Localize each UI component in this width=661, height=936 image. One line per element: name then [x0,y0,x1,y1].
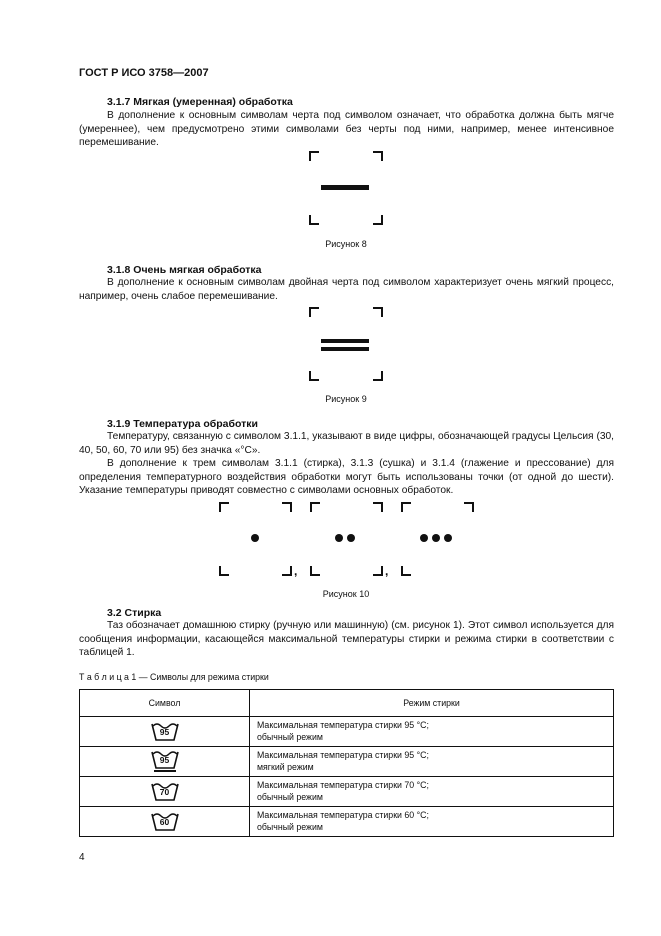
mode-line-2: мягкий режим [257,761,314,772]
frame-corner [401,566,411,576]
standard-header: ГОСТ Р ИСО 3758—2007 [79,67,209,79]
column-header-mode: Режим стирки [250,690,614,717]
frame-corner [309,151,319,161]
washtub-icon [151,811,179,831]
frame-corner [373,502,383,512]
section-3-1-7-title: 3.1.7 Мягкая (умеренная) обработка [107,96,293,108]
figure-10 [219,502,459,576]
section-3-1-9-paragraph-2: В дополнение к трем символам 3.1.1 (стирка), 3.1.3 (сушка) и 3.1.4 (глажение и прессование) для определения температурного воздействия обработки могут быть использованы точки (от одной до шести). Указание температуры приводят совместно с символами основных обработок. [79,458,614,497]
temperature-dot [420,534,428,542]
section-3-1-9-text [79,430,614,498]
frame-corner [282,502,292,512]
table-row [80,777,614,807]
section-3-1-9-paragraph-1: Температуру, связанную с символом 3.1.1, указывают в виде цифры, обозначающей градусы Цельсия (30, 40, 50, 60, 70 или 95) без значка «°С». [79,431,614,456]
frame-corner [401,502,411,512]
mode-line-2: обычный режим [257,821,323,832]
wash-temperature: 60 [159,816,170,827]
frame-corner [309,307,319,317]
column-header-symbol: Символ [80,690,250,717]
frame-corner [464,502,474,512]
wash-temperature: 70 [159,786,170,797]
symbol-cell [80,747,250,777]
table-row [80,717,614,747]
section-3-1-9-title: 3.1.9 Температура обработки [107,418,258,430]
temperature-dot [347,534,355,542]
washtub-icon [151,749,179,773]
figure-8 [309,151,383,225]
separator-comma: , [294,564,298,578]
section-3-1-7-text [79,109,614,150]
single-bar [321,185,369,190]
section-3-2-text [79,619,614,660]
table-1-caption: Т а б л и ц а 1 — Символы для режима стирки [79,672,269,682]
washtub-icon [151,781,179,801]
separator-comma: , [385,564,389,578]
frame-corner [373,371,383,381]
frame-corner [282,566,292,576]
frame-corner [309,371,319,381]
figure-8-caption: Рисунок 8 [325,239,367,249]
mode-line-1: Максимальная температура стирки 60 °С; [257,810,429,820]
frame-corner [373,307,383,317]
mode-cell [250,777,614,807]
mode-line-1: Максимальная температура стирки 70 °С; [257,780,429,790]
temperature-dot [335,534,343,542]
page-number: 4 [79,852,85,863]
mode-cell [250,717,614,747]
mode-line-1: Максимальная температура стирки 95 °С; [257,720,429,730]
double-bar-bottom [321,347,369,351]
section-3-1-7-paragraph: В дополнение к основным символам черта под символом означает, что обработка должна быть мягче (умереннее), чем предусмотрено этими символами без черты под ними, например, менее интенсивное перемешивание. [79,110,614,149]
frame-corner [310,566,320,576]
frame-corner [309,215,319,225]
table-row [80,747,614,777]
temperature-dot [432,534,440,542]
table-row [80,807,614,837]
frame-corner [373,151,383,161]
mode-cell [250,747,614,777]
section-3-2-paragraph: Таз обозначает домашнюю стирку (ручную или машинную) (см. рисунок 1). Этот символ используется для сообщения информации, касающейся максимальной температуры стирки и режима стирки в соответствии с таблицей 1. [79,620,614,659]
frame-corner [310,502,320,512]
frame-corner [219,502,229,512]
wash-temperature: 95 [159,754,170,765]
washing-symbols-table [79,689,614,837]
frame-corner [373,215,383,225]
wash-temperature: 95 [159,726,170,737]
frame-corner [373,566,383,576]
symbol-cell [80,717,250,747]
temperature-dot [444,534,452,542]
section-3-1-8-title: 3.1.8 Очень мягкая обработка [107,264,262,276]
symbol-cell [80,807,250,837]
section-3-1-8-paragraph: В дополнение к основным символам двойная черта под символом характеризует очень мягкий процесс, например, очень слабое перемешивание. [79,277,614,302]
figure-10-caption: Рисунок 10 [322,589,370,599]
mode-line-2: обычный режим [257,731,323,742]
figure-9 [309,307,383,381]
frame-corner [219,566,229,576]
washtub-icon [151,721,179,741]
mode-cell [250,807,614,837]
double-bar-top [321,339,369,343]
mode-line-2: обычный режим [257,791,323,802]
table-header-row [80,690,614,717]
mode-line-1: Максимальная температура стирки 95 °С; [257,750,429,760]
symbol-cell [80,777,250,807]
figure-9-caption: Рисунок 9 [325,394,367,404]
section-3-1-8-text [79,276,614,303]
temperature-dot [251,534,259,542]
section-3-2-title: 3.2 Стирка [107,607,162,619]
